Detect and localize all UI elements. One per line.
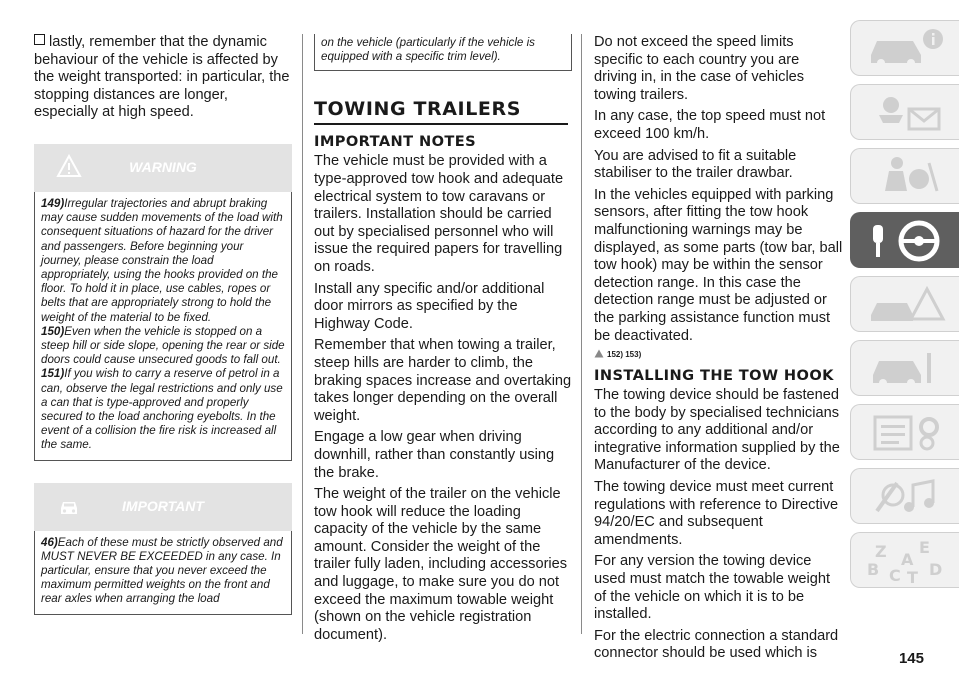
tab-car-info[interactable] bbox=[850, 20, 959, 76]
car-info-icon bbox=[863, 25, 953, 71]
svg-text:A: A bbox=[901, 550, 914, 569]
svg-text:C: C bbox=[889, 566, 901, 583]
column-right bbox=[594, 34, 844, 667]
heading-rule bbox=[314, 123, 568, 125]
body-paragraph: For any version the towing device used must match the towable weight of the vehicle on which it is to be installed. bbox=[594, 553, 831, 623]
index-letters-icon bbox=[863, 537, 953, 583]
chapter-tabs bbox=[850, 20, 960, 596]
warning-box-header bbox=[34, 144, 292, 192]
checkbox-bullet-icon bbox=[34, 34, 45, 45]
tab-multimedia[interactable] bbox=[850, 468, 959, 524]
tab-warning-lights[interactable] bbox=[850, 84, 959, 140]
column-divider bbox=[581, 34, 582, 634]
maintenance-car-icon bbox=[863, 345, 953, 391]
technical-data-icon bbox=[863, 409, 953, 455]
svg-text:E: E bbox=[919, 538, 930, 557]
warning-references: 152) 153) bbox=[594, 349, 844, 359]
page-number: 145 bbox=[898, 650, 924, 667]
small-warning-icon bbox=[594, 349, 604, 358]
body-paragraph: For the electric connection a standard connector should be used which is bbox=[594, 627, 839, 662]
multimedia-icon bbox=[863, 473, 953, 519]
airbag-safety-icon bbox=[863, 153, 953, 199]
column-middle bbox=[314, 34, 572, 648]
body-paragraph: Engage a low gear when driving downhill, rather than constantly using the brake. bbox=[314, 429, 555, 481]
body-paragraph: In the vehicles equipped with parking sensors, after fitting the tow hook malfunctioning warnings may be displayed, as some parts (tow bar, ball tow hook) may be within the sensor detection range. In this case the detection range must be adjusted or the parking assistance function must be deactivated. bbox=[594, 186, 843, 344]
tab-technical-data[interactable] bbox=[850, 404, 959, 460]
warning-note: 149)Irregular trajectories and abrupt braking may cause sudden movements of the load with consequent situations of hazard for the driver and passengers. Before beginning your journey, please constrain the load appropriately, using the hooks provided on the floor. To hold it in place, use cables, ropes or belts that are appropriately strong to hold the weight of the material to be fixed. bbox=[41, 196, 283, 324]
body-paragraph: The towing device should be fastened to the body by specialised technicians according to any additional and/or integrative information supplied by the Manufacturer of the device. bbox=[594, 387, 840, 474]
intro-paragraph: lastly, remember that the dynamic behaviour of the vehicle is affected by the weight transported: in particular, the stopping distances are longer, especially at high speed. bbox=[34, 34, 290, 121]
tab-starting-driving[interactable] bbox=[850, 212, 959, 268]
emergency-triangle-icon bbox=[863, 281, 953, 327]
body-paragraph: Do not exceed the speed limits specific to each country you are driving in, in the case of vehicles towing trailers. bbox=[594, 34, 805, 103]
body-paragraph: Remember that when towing a trailer, steep hills are harder to climb, the braking spaces increase and overtaking takes longer depending on the overall weight. bbox=[314, 337, 572, 424]
column-divider bbox=[302, 34, 303, 634]
subsection-heading: IMPORTANT NOTES bbox=[314, 133, 477, 151]
body-paragraph: In any case, the top speed must not exceed 100 km/h. bbox=[594, 108, 826, 142]
tab-maintenance[interactable] bbox=[850, 340, 959, 396]
body-paragraph: You are advised to fit a suitable stabiliser to the trailer drawbar. bbox=[594, 147, 797, 182]
subsection-heading: INSTALLING THE TOW HOOK bbox=[594, 367, 834, 385]
tab-emergency[interactable] bbox=[850, 276, 959, 332]
steering-wheel-key-icon bbox=[863, 217, 953, 263]
body-paragraph: Install any specific and/or additional door mirrors as specified by the Highway Code. bbox=[314, 280, 545, 332]
important-box-body bbox=[34, 531, 292, 615]
body-paragraph: The weight of the trailer on the vehicle tow hook will reduce the loading capacity of the vehicle by the same amount. Consider the weight of the trailer fully laden, including accessories and luggage, to make sure you do not exceed the maximum towable weight (shown on the vehicle registration document). bbox=[314, 486, 568, 643]
svg-text:D: D bbox=[929, 560, 943, 579]
warning-title: WARNING bbox=[129, 158, 197, 175]
body-paragraph: The vehicle must be provided with a type-approved tow hook and adequate electrical system to tow caravans or trailers. Installation should be carried out by specialised personnel who will issue the required papers for travelling on roads. bbox=[314, 153, 564, 275]
body-paragraph: The towing device must meet current regulations with reference to Directive 94/20/EC and subsequent amendments. bbox=[594, 479, 839, 548]
important-box-continuation bbox=[314, 34, 572, 71]
section-heading: TOWING TRAILERS bbox=[314, 98, 522, 121]
svg-text:T: T bbox=[907, 568, 918, 583]
important-title: IMPORTANT bbox=[122, 497, 204, 514]
svg-text:B: B bbox=[867, 560, 880, 579]
column-left bbox=[34, 34, 292, 615]
warning-note: 151)If you wish to carry a reserve of petrol in a can, observe the legal restrictions and only use a can that is type-approved and properly secured to the load anchoring eyebolts. In the event of a collision the fire risk is increased all the same. bbox=[41, 367, 283, 452]
important-box-header bbox=[34, 483, 292, 531]
svg-text:Z: Z bbox=[875, 542, 887, 561]
warning-lights-icon bbox=[863, 89, 953, 135]
warning-note: 150)Even when the vehicle is stopped on a steep hill or side slope, opening the rear or side doors could cause unsecured goods to fall out. bbox=[41, 324, 285, 367]
important-note-continued: on the vehicle (particularly if the vehicle is equipped with a specific trim level). bbox=[321, 36, 535, 64]
important-note: 46)Each of these must be strictly observed and MUST NEVER BE EXCEEDED in any case. In particular, ensure that you never exceed the maximum permitted weights on the front and rear axles when arranging the load bbox=[41, 535, 283, 606]
tab-index[interactable] bbox=[850, 532, 959, 588]
warning-box-body bbox=[34, 192, 292, 461]
tab-safety[interactable] bbox=[850, 148, 959, 204]
